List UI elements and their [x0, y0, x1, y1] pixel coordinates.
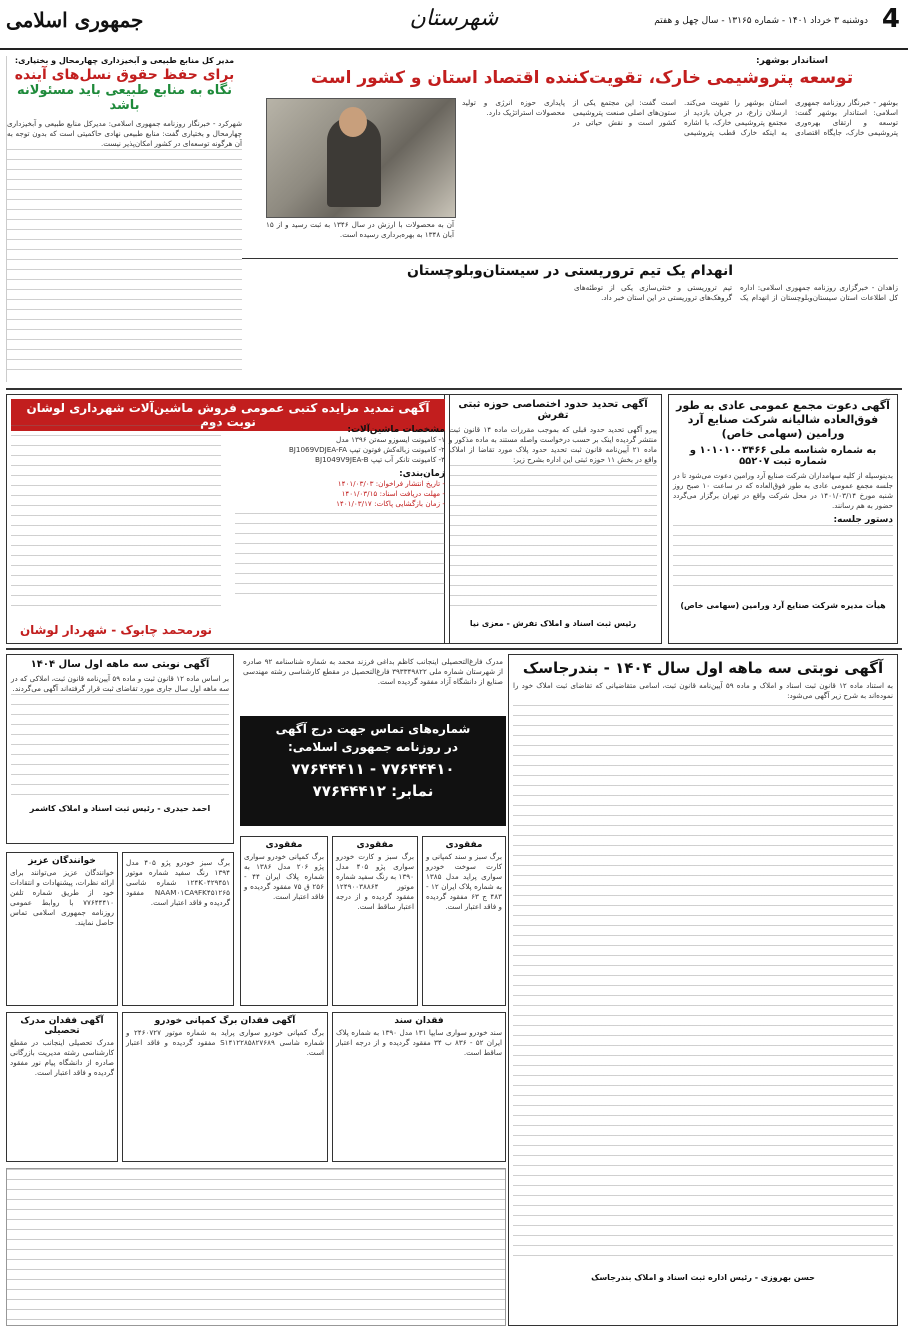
classified-ad-body: برگ سبز و سند کمپانی و کارت سوخت خودرو سواری پراید مدل ۱۳۸۵ به شماره پلاک ایران ۱۲ - ۴۸۳ ج ۶۳ مفقود گردیده و فاقد اعتبار است.: [426, 852, 502, 911]
classified-ad-title: مفقودی: [356, 840, 394, 850]
auction-notice: [6, 394, 450, 644]
contact-phone: ۷۷۶۴۴۴۱۰ - ۷۷۶۴۴۴۱۱: [291, 760, 455, 778]
auction-item: ۲- کامیونت زباله‌کش فوتون تیپ BJ1069VDJEA-FA: [288, 445, 445, 454]
auction-item: ۱- کامیونت ایسوزو سه‌تن ۱۳۹۶ مدل: [335, 435, 445, 444]
lost-degree-notice: [240, 654, 506, 712]
lead-kicker: استاندار بوشهر:: [756, 56, 828, 66]
auction-right-text-lines: [11, 425, 221, 615]
page-number: 4: [881, 4, 900, 34]
article-kicker: مدیر کل منابع طبیعی و آبخیزداری چهارمحال و بختیاری:: [14, 56, 235, 65]
classified-ad: [122, 852, 234, 1006]
article-headline-red: برای حفظ حقوق نسل‌های آینده: [14, 67, 235, 83]
classified-ad: [422, 836, 506, 1006]
kashmar-signature: احمد حیدری - رئیس ثبت اسناد و املاک کاشمر: [29, 804, 211, 813]
auction-left-column: [235, 425, 445, 603]
assembly-body: بدینوسیله از کلیه سهامداران شرکت صنایع آرد ورامین دعوت می‌شود تا در جلسه مجمع عمومی عادی به طور فوق‌العاده که در ساعت ۱۰ صبح روز شنبه مورخ ۱۴۰۱/۰۳/۱۴ در محل شرکت واقع در تهران برگزار می‌گردد حضور به هم رسانند.: [673, 471, 893, 510]
classified-ad: [240, 836, 328, 1006]
classified-ad: [122, 1012, 328, 1162]
contact-box: [240, 716, 506, 826]
assembly-text-lines: [673, 525, 893, 595]
divider: [6, 388, 902, 390]
classified-ad-placeholder: [6, 1168, 506, 1326]
kashmar-body: بر اساس ماده ۱۲ قانون ثبت و ماده ۵۹ آیین‌نامه قانون ثبت، املاکی که در سه ماهه اول سال جاری مورد تقاضای ثبت قرار گرفته‌اند آگهی می‌گردند.: [11, 674, 229, 693]
classified-ad-title: فقدان سند: [394, 1016, 444, 1026]
auction-date: - مهلت دریافت اسناد: ۱۴۰۱/۰۳/۱۵: [341, 489, 445, 498]
classified-ad-body: سند خودرو سواری سایپا ۱۳۱ مدل ۱۳۹۰ به شماره پلاک ایران ۵۲ - ۸۳۶ ب ۳۴ مفقود گردیده و از درجه اعتبار ساقط است.: [336, 1028, 502, 1057]
lead-photo: [266, 98, 456, 218]
assembly-title: آگهی دعوت مجمع عمومی عادی به طور فوق‌العاده شالیانه شرکت صنایع آرد ورامین (سهامی خاص): [676, 399, 890, 440]
classified-ad-body: برگ کمپانی خودرو سواری پراید به شماره موتور ۲۴۶۰۷۲۷ و شماره شاسی S۱۴۱۲۲۸۵۸۲۷۶۸۹ مفقود گردیده و فاقد اعتبار است.: [126, 1028, 324, 1057]
assembly-agenda-title: دستور جلسه:: [833, 515, 893, 525]
terror-headline: انهدام یک تیم تروریستی در سیستان‌وبلوچستان: [406, 263, 734, 279]
lead-body: بوشهر - خبرنگار روزنامه جمهوری اسلامی: استاندار بوشهر گفت: توسعه و ارتقای بهره‌وری پتروشیمی خارک، جایگاه اقتصادی استان بوشهر را تقویت می‌کند. ارسلان زارع، در جریان بازدید از مجتمع پتروشیمی خارک، با اشاره به اینکه خارک قطب پتروشیمی است گفت: این مجتمع یکی از ستون‌های اصلی صنعت پتروشیمی کشور است و نقش حیاتی در پایداری حوزه انرژی و تولید محصولات استراتژیک دارد.: [462, 98, 898, 137]
kashmar-text-lines: [11, 694, 229, 804]
auction-items-title: مشخصات ماشین‌آلات:: [347, 425, 445, 435]
classified-ad-body: مدرک تحصیلی اینجانب در مقطع کارشناسی رشته مدیریت بازرگانی صادره از دانشگاه پیام نور مفقود گردیده و فاقد اعتبار است.: [10, 1038, 114, 1077]
lead-photo-caption: آن به محصولات با ارزش در سال ۱۳۴۶ به ثبت رسید و از ۱۵ آبان ۱۳۴۸ به بهره‌برداری رسیده است.: [266, 220, 454, 239]
text-lines: [11, 425, 221, 615]
article-text-lines: [7, 149, 242, 379]
auction-item: ۳- کامیونت تانکر آب تیپ BJ1049V9JEA-B: [315, 455, 445, 464]
terror-body: زاهدان - خبرگزاری روزنامه جمهوری اسلامی: اداره کل اطلاعات استان سیستان‌وبلوچستان از انهدام یک تیم تروریستی و خنثی‌سازی یکی از توطئه‌های گروهک‌های تروریستی در این استان خبر داد.: [574, 283, 898, 302]
boundary-title: آگهی تحدید حدود اختصاصی حوزه ثبتی تفرش: [458, 399, 648, 421]
article-headline-green: نگاه به منابع طبیعی باید مسئولانه باشد: [16, 83, 233, 113]
classified-ad: [332, 836, 418, 1006]
assembly-ids: به شماره شناسه ملی ۱۰۱۰۱۰۰۳۴۶۶ و شماره ثبت ۵۵۲۰۷: [689, 445, 877, 467]
boundary-signature: رئیس ثبت اسناد و املاک تفرش - معزی نیا: [469, 619, 637, 628]
contact-fax: نمابر: ۷۷۶۴۴۴۱۲: [312, 782, 434, 800]
classified-ad: [6, 1012, 118, 1162]
auction-date: - زمان بازگشایی پاکات: ۱۴۰۱/۰۳/۱۷: [336, 499, 445, 508]
jask-signature: حسن بهروزی - رئیس اداره ثبت اسناد و املاک بندرجاسک: [591, 1273, 815, 1282]
classified-ad: [332, 1012, 506, 1162]
masthead: [0, 0, 908, 50]
boundary-body: پیرو آگهی تحدید حدود قبلی که بموجب مقررات ماده ۱۴ قانون ثبت منتشر گردیده اینک بر حسب درخواست واصله مستند به ماده مذکور و ماده ۲۱ آیین‌نامه قانون ثبت تحدید حدود پلاک مورد تقاضا از املاک واقع در بخش ۱۱ حوزه ثبتی این اداره بشرح زیر:: [449, 425, 657, 464]
kashmar-title: آگهی نوبتی سه ماهه اول سال ۱۴۰۴: [30, 659, 210, 670]
boundary-notice: [444, 394, 662, 644]
classified-ad-body: برگ کمپانی خودرو سواری پژو ۲۰۶ مدل ۱۳۸۶ به شماره پلاک ایران ۴۴ - ۲۵۶ ق ۷۵ مفقود گردیده و فاقد اعتبار است.: [244, 852, 324, 901]
boundary-text-lines: [449, 465, 657, 615]
auction-signature: نورمحمد چابوک - شهردار لوشان: [19, 623, 213, 637]
classified-ad-title: مفقودی: [445, 840, 483, 850]
section-title: شهرستان: [409, 6, 499, 31]
classified-ad: [6, 852, 118, 1006]
contact-line1: شماره‌های تماس جهت درج آگهی: [275, 722, 471, 736]
newspaper-logo: جمهوری اسلامی: [6, 8, 144, 32]
article-body: شهرکرد - خبرنگار روزنامه جمهوری اسلامی: مدیرکل منابع طبیعی و آبخیزداری چهارمحال و بختیاری گفت: منابع طبیعی نهادی حاکمیتی است که بدون توجه به آن هرگونه توسعه‌ای در کشور امکان‌پذیر نیست.: [7, 119, 242, 148]
jask-body: به استناد ماده ۱۲ قانون ثبت اسناد و املاک و ماده ۵۹ آیین‌نامه قانون ثبت، اسامی متقاضیانی که تقاضای ثبت املاک خود را نموده‌اند به شرح زیر آگهی می‌شود:: [513, 681, 893, 700]
auction-dates-title: زمان‌بندی:: [399, 469, 445, 479]
auction-date: - تاریخ انتشار فراخوان: ۱۴۰۱/۰۳/۰۳: [337, 479, 445, 488]
kashmar-notice: [6, 654, 234, 844]
classified-ad-body: خوانندگان عزیز می‌توانند برای ارائه نظرات، پیشنهادات و انتقادات خود از طریق شماره تلفن ۷۷۶۴۴۴۱۰ با روابط عمومی روزنامه جمهوری اسلامی تماس حاصل نمایند.: [10, 868, 114, 927]
divider: [6, 648, 902, 650]
natural-resources-article: [6, 56, 242, 382]
auction-title: آگهی تمدید مزایده کتبی عمومی فروش ماشین‌آلات شهرداری لوشان نوبت دوم: [11, 399, 445, 431]
classified-ad-body: برگ سبز خودرو پژو ۴۰۵ مدل ۱۳۹۴ رنگ سفید شماره موتور ۱۲۴K۰۴۲۹۴۵۱ شماره شاسی NAAM۰۱CA۹FK۴۵۱۲۶۵ مفقود گردیده و فاقد اعتبار است.: [126, 858, 230, 907]
assembly-notice: [668, 394, 898, 644]
person-head: [339, 107, 367, 137]
lost-degree-body: مدرک فارغ‌التحصیلی اینجانب کاظم بداغی فرزند محمد به شماره شناسنامه ۹۲ صادره از شهرستان شماره ملی ۳۹۳۳۴۹۸۲۲ فارغ‌التحصیل در مقطع کارشناسی رشته مهندسی صنایع از دانشگاه آزاد مفقود گردیده است.: [243, 657, 503, 686]
classified-ad-title: خوانندگان عزیز: [28, 856, 96, 866]
contact-line2: در روزنامه جمهوری اسلامی:: [287, 740, 459, 754]
jask-title: آگهی نوبتی سه ماهه اول سال ۱۴۰۴ - بندرجاسک: [522, 659, 884, 677]
dateline: دوشنبه ۳ خرداد ۱۴۰۱ - شماره ۱۳۱۶۵ - سال چهل و هفتم: [654, 16, 868, 26]
auction-text-lines: [235, 513, 445, 603]
classified-ad-title: آگهی فقدان مدرک تحصیلی: [20, 1016, 104, 1036]
terror-article: [242, 258, 898, 382]
assembly-signature: هیأت مدیره شرکت صنایع آرد ورامین (سهامی خاص): [680, 601, 886, 610]
jask-notice: [508, 654, 898, 1326]
classified-ad-title: مفقودی: [265, 840, 303, 850]
jask-text-lines: [513, 705, 893, 1265]
classified-ad-body: برگ سبز و کارت خودرو سواری پژو ۴۰۵ مدل ۱۳۹۰ به رنگ سفید شماره موتور ۱۲۴۹۰۰۳۸۸۶۴ مفقود گردیده و از درجه اعتبار ساقط است.: [336, 852, 414, 911]
lead-article: [266, 56, 898, 246]
classified-ad-title: آگهی فقدان برگ کمپانی خودرو: [154, 1016, 296, 1026]
lead-headline: توسعه پتروشیمی خارک، تقویت‌کننده اقتصاد استان و کشور است: [310, 68, 854, 88]
